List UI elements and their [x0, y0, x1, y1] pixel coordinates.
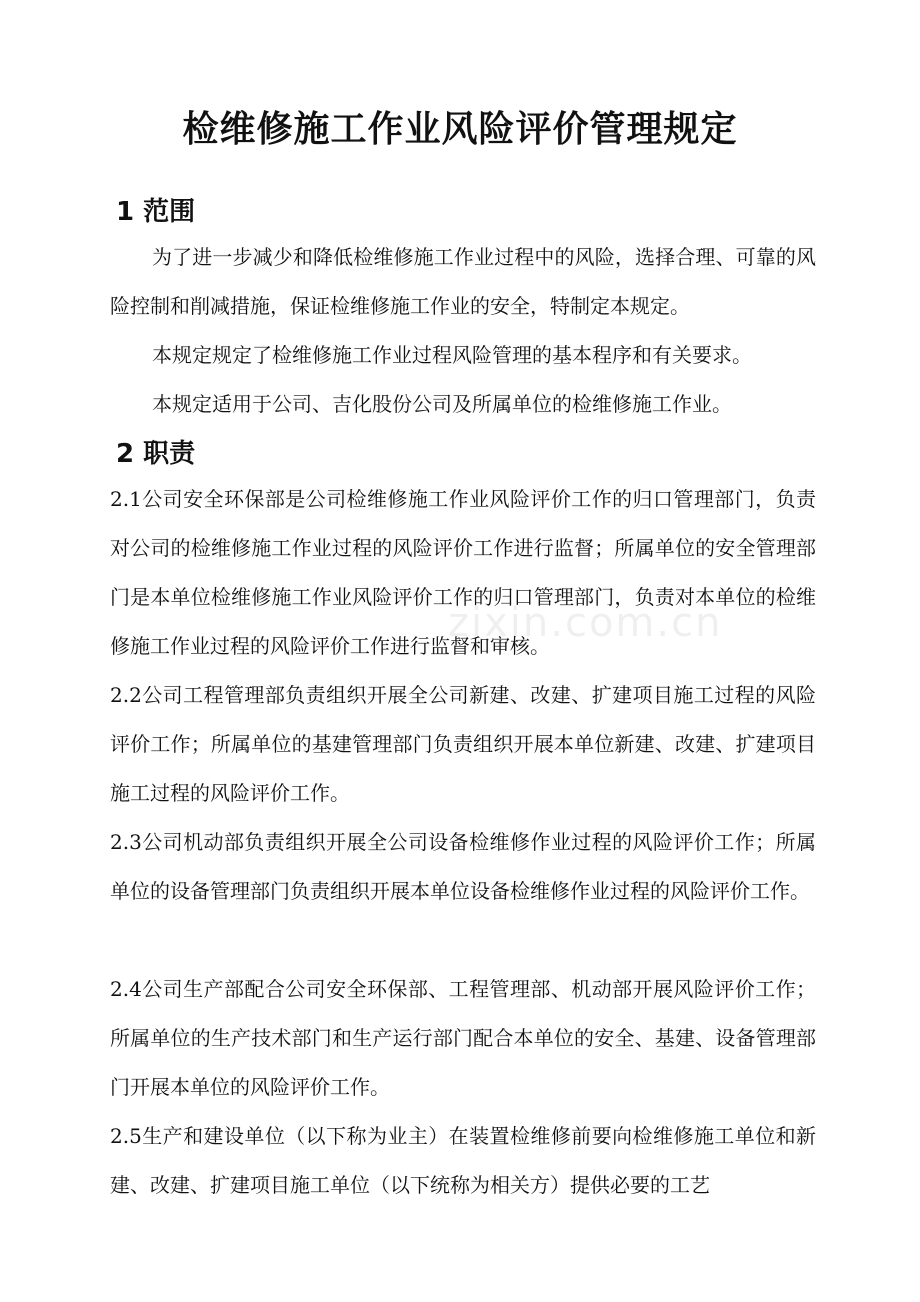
duties-paragraph-2-2: 2.2公司工程管理部负责组织开展全公司新建、改建、扩建项目施工过程的风险评价工作；所属单位的基建管理部门负责组织开展本单位新建、改建、扩建项目施工过程的风险评价工作。	[110, 683, 816, 805]
section-heading-duties: 2 职责	[116, 439, 196, 469]
duties-paragraph-2-1: 2.1公司安全环保部是公司检维修施工作业风险评价工作的归口管理部门，负责对公司的检维修施工作业过程的风险评价工作进行监督；所属单位的安全管理部门是本单位检维修施工作业风险评价工作的归口管理部门，负责对本单位的检维修施工作业过程的风险评价工作进行监督和审核。	[110, 487, 816, 658]
duties-paragraph-2-3: 2.3公司机动部负责组织开展全公司设备检维修作业过程的风险评价工作；所属单位的设备管理部门负责组织开展本单位设备检维修作业过程的风险评价工作。	[110, 830, 816, 903]
duties-paragraph-2-4: 2.4公司生产部配合公司安全环保部、工程管理部、机动部开展风险评价工作；所属单位的生产技术部门和生产运行部门配合本单位的安全、基建、设备管理部门开展本单位的风险评价工作。	[110, 977, 816, 1099]
duties-paragraph-2-5: 2.5生产和建设单位（以下称为业主）在装置检维修前要向检维修施工单位和新建、改建、扩建项目施工单位（以下统称为相关方）提供必要的工艺	[110, 1124, 816, 1197]
scope-paragraph-3: 本规定适用于公司、吉化股份公司及所属单位的检维修施工作业。	[152, 392, 732, 416]
watermark-text: zixin.com.cn	[448, 600, 723, 646]
scope-paragraph-1: 为了进一步减少和降低检维修施工作业过程中的风险，选择合理、可靠的风险控制和削减措施，保证检维修施工作业的安全，特制定本规定。	[110, 245, 816, 318]
scope-paragraph-2: 本规定规定了检维修施工作业过程风险管理的基本程序和有关要求。	[152, 343, 752, 367]
document-title: 检维修施工作业风险评价管理规定	[182, 109, 738, 150]
section-heading-scope: 1 范围	[116, 197, 196, 227]
